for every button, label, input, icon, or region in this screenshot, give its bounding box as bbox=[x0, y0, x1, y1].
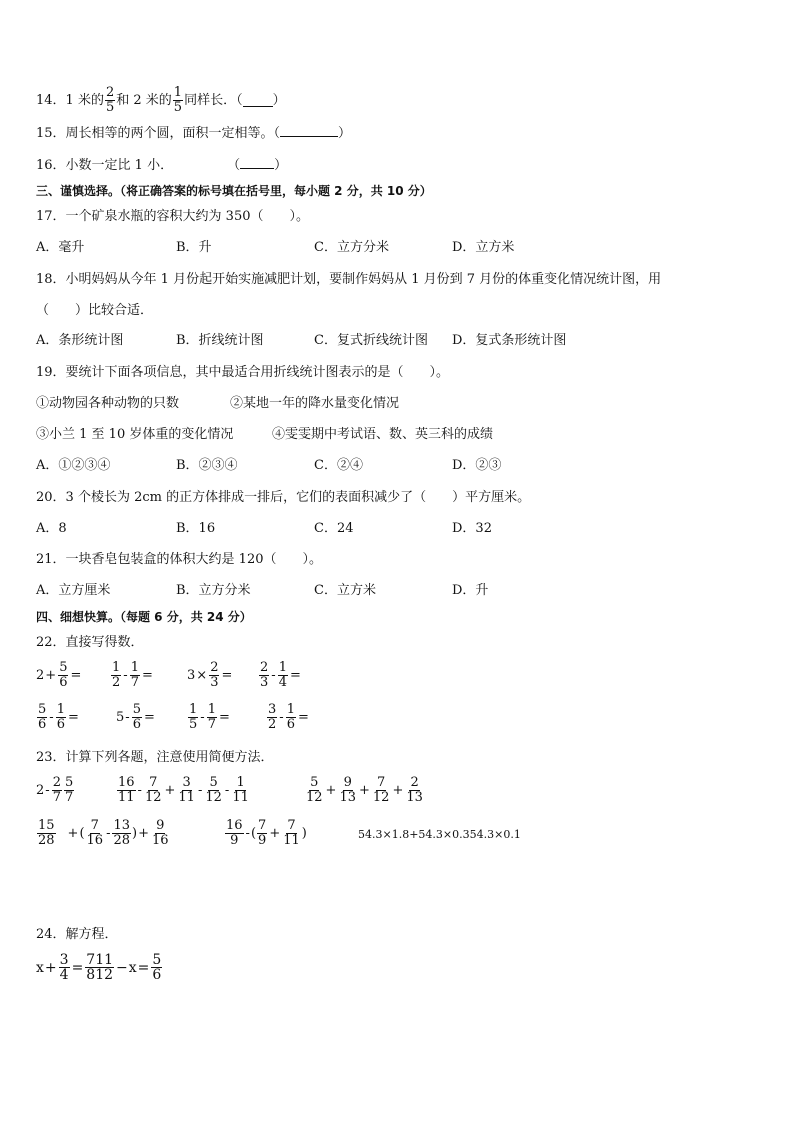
answer-blank[interactable] bbox=[280, 124, 338, 137]
math-expression: 3 × $\frac{2}{3}$ = bbox=[187, 660, 233, 690]
math-expression: $\frac{16}{9}$ - ( $\frac{7}{9}$ + $\frac{7}{11}$ ) bbox=[226, 818, 307, 848]
option-b[interactable]: B．②③④ bbox=[176, 458, 238, 473]
answer-blank[interactable] bbox=[243, 94, 273, 107]
q19-item-3: ③小兰 1 至 10 岁体重的变化情况 bbox=[36, 427, 234, 442]
fraction: $\frac{1}{5}$ bbox=[173, 85, 183, 115]
question-18-line2: （ ）比较合适． bbox=[36, 303, 154, 318]
q19-item-1: ①动物园各种动物的只数 bbox=[36, 396, 180, 411]
math-expression: 2 + $\frac{5}{6}$ = bbox=[36, 660, 82, 690]
option-c[interactable]: C．②④ bbox=[314, 458, 363, 473]
question-21: 21．一块香皂包装盒的体积大约是 120（ ）。 bbox=[36, 552, 322, 567]
question-22: 22．直接写得数． bbox=[36, 635, 144, 650]
q14-number: 14． bbox=[36, 92, 66, 108]
option-a[interactable]: A．条形统计图 bbox=[36, 333, 124, 348]
section-3-heading: 三、谨慎选择。（将正确答案的标号填在括号里，每小题 2 分，共 10 分） bbox=[36, 184, 432, 198]
q16-text: 16．小数一定比 1 小． bbox=[36, 158, 174, 173]
option-a[interactable]: A．毫升 bbox=[36, 240, 85, 255]
q14-text-b: 和 2 米的 bbox=[116, 92, 172, 108]
math-expression: $\frac{1}{5}$ - $\frac{1}{7}$ = bbox=[189, 702, 230, 732]
option-c[interactable]: C．立方米 bbox=[314, 583, 376, 598]
answer-blank[interactable] bbox=[240, 156, 274, 169]
math-expression: $\frac{2}{3}$ - $\frac{1}{4}$ = bbox=[260, 660, 301, 690]
q14-text-a: 1 米的 bbox=[65, 92, 104, 108]
math-expression: $\frac{1}{2}$ - $\frac{1}{7}$ = bbox=[112, 660, 153, 690]
math-expression: 5 - $\frac{5}{6}$ = bbox=[116, 702, 155, 732]
option-b[interactable]: B．16 bbox=[176, 521, 216, 536]
option-c[interactable]: C．复式折线统计图 bbox=[314, 333, 428, 348]
option-c[interactable]: C．立方分米 bbox=[314, 240, 389, 255]
question-20: 20．3 个棱长为 2cm 的正方体排成一排后，它们的表面积减少了（ ）平方厘米。 bbox=[36, 490, 531, 505]
question-16 bbox=[36, 156, 287, 175]
math-expression: $\frac{5}{12}$ + $\frac{9}{13}$ + $\frac{7}{12}$ + $\frac{2}{13}$ bbox=[306, 775, 423, 805]
math-expression: $\frac{5}{6}$ - $\frac{1}{6}$ = bbox=[38, 702, 79, 732]
option-d[interactable]: D．立方米 bbox=[452, 240, 515, 255]
math-expression: $\frac{3}{2}$ - $\frac{1}{6}$ = bbox=[268, 702, 309, 732]
option-d[interactable]: D．复式条形统计图 bbox=[452, 333, 567, 348]
question-18-line1: 18．小明妈妈从今年 1 月份起开始实施减肥计划，要制作妈妈从 1 月份到 7 月份的体重变化情况统计图，用 bbox=[36, 272, 662, 287]
q19-item-2: ②某地一年的降水量变化情况 bbox=[230, 396, 400, 411]
decimal-expression: 54.3×1.8+54.3×0.354.3×0.1 bbox=[358, 828, 521, 841]
q14-text-d: ） bbox=[272, 92, 286, 108]
option-b[interactable]: B．折线统计图 bbox=[176, 333, 264, 348]
option-a[interactable]: A．8 bbox=[36, 521, 67, 536]
question-23: 23．计算下列各题，注意使用简便方法． bbox=[36, 750, 274, 765]
fraction: $\frac{2}{5}$ bbox=[105, 85, 115, 115]
option-a[interactable]: A．立方厘米 bbox=[36, 583, 111, 598]
question-14 bbox=[36, 86, 286, 115]
option-a[interactable]: A．①②③④ bbox=[36, 458, 111, 473]
q15-end: ） bbox=[338, 126, 352, 141]
option-d[interactable]: D．升 bbox=[452, 583, 489, 598]
section-4-heading: 四、细想快算。（每题 6 分，共 24 分） bbox=[36, 610, 252, 624]
question-24: 24．解方程． bbox=[36, 927, 118, 942]
option-d[interactable]: D．②③ bbox=[452, 458, 502, 473]
q19-item-4: ④雯雯期中考试语、数、英三科的成绩 bbox=[272, 427, 494, 442]
option-d[interactable]: D．32 bbox=[452, 521, 492, 536]
math-expression: $\frac{15}{28}$ + ( $\frac{7}{16}$ - $\frac{13}{28}$ ) + $\frac{9}{16}$ bbox=[38, 818, 169, 848]
option-b[interactable]: B．升 bbox=[176, 240, 212, 255]
question-19: 19．要统计下面各项信息，其中最适合用折线统计图表示的是（ ）。 bbox=[36, 365, 450, 380]
equation: x + $\frac{3}{4}$ = $\frac{711}{812}$ − x = $\frac{5}{6}$ bbox=[36, 952, 162, 983]
option-b[interactable]: B．立方分米 bbox=[176, 583, 251, 598]
q16-end: ） bbox=[274, 158, 288, 173]
math-expression: 2 - $\frac{2}{7}$ $\frac{5}{7}$ bbox=[36, 775, 74, 805]
question-15 bbox=[36, 124, 351, 143]
option-c[interactable]: C．24 bbox=[314, 521, 354, 536]
q14-text-c: 同样长．（ bbox=[184, 92, 243, 108]
q16-open: （ bbox=[227, 158, 241, 173]
q15-text: 15．周长相等的两个圆，面积一定相等。（ bbox=[36, 126, 281, 141]
math-expression: $\frac{16}{11}$ - $\frac{7}{12}$ + $\frac{3}{11}$ - $\frac{5}{12}$ - $\frac{1}{11}$ bbox=[118, 775, 249, 805]
question-17: 17．一个矿泉水瓶的容积大约为 350（ ）。 bbox=[36, 209, 309, 224]
